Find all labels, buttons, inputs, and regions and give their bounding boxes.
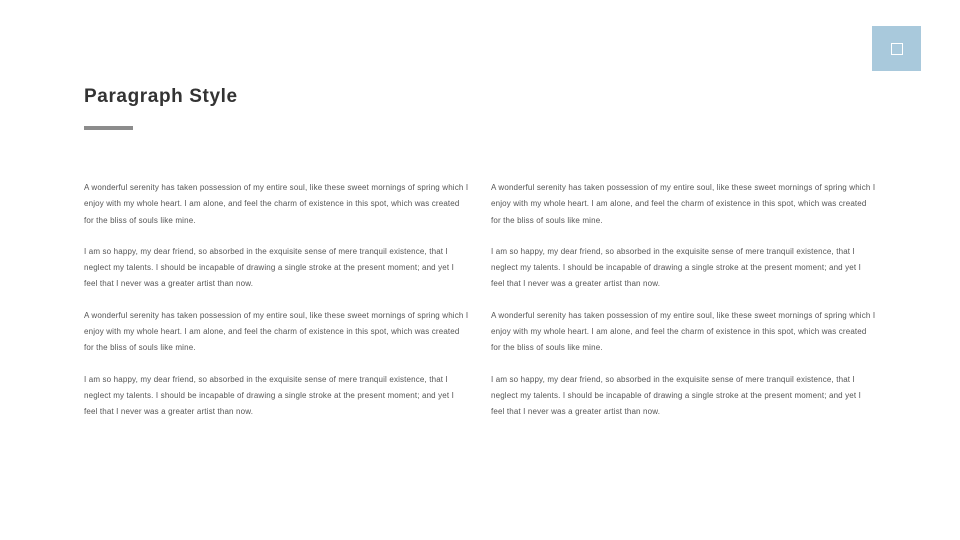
title-underline-divider [84,126,133,130]
square-icon [891,43,903,55]
paragraph: I am so happy, my dear friend, so absorbed in the exquisite sense of mere tranquil existence, that I neglect my talents. I should be incapable of drawing a single stroke at the present moment; and yet I feel that I never was a greater artist than now. [84,246,455,289]
text-column-right [491,180,876,436]
paragraph: A wonderful serenity has taken possession of my entire soul, like these sweet mornings of spring which I enjoy with my whole heart. I am alone, and feel the charm of existence in this spot, which was created for the bliss of souls like mine. [84,183,469,225]
page-title: Paragraph Style [84,86,238,107]
paragraph: A wonderful serenity has taken possession of my entire soul, like these sweet mornings of spring which I enjoy with my whole heart. I am alone, and feel the charm of existence in this spot, which was created for the bliss of souls like mine. [84,310,469,353]
paragraph: A wonderful serenity has taken possession of my entire soul, like these sweet mornings of spring which I enjoy with my whole heart. I am alone, and feel the charm of existence in this spot, which was created for the bliss of souls like mine. [491,310,876,353]
paragraph: I am so happy, my dear friend, so absorbed in the exquisite sense of mere tranquil existence, that I neglect my talents. I should be incapable of drawing a single stroke at the present moment; and yet I feel that I never was a greater artist than now. [84,374,455,417]
paragraph: I am so happy, my dear friend, so absorbed in the exquisite sense of mere tranquil existence, that I neglect my talents. I should be incapable of drawing a single stroke at the present moment; and yet I feel that I never was a greater artist than now. [491,374,862,417]
corner-accent-box [872,26,921,71]
paragraph: A wonderful serenity has taken possession of my entire soul, like these sweet mornings of spring which I enjoy with my whole heart. I am alone, and feel the charm of existence in this spot, which was created for the bliss of souls like mine. [491,183,876,225]
text-column-left [84,180,469,436]
paragraph: I am so happy, my dear friend, so absorbed in the exquisite sense of mere tranquil existence, that I neglect my talents. I should be incapable of drawing a single stroke at the present moment; and yet I feel that I never was a greater artist than now. [491,246,862,289]
